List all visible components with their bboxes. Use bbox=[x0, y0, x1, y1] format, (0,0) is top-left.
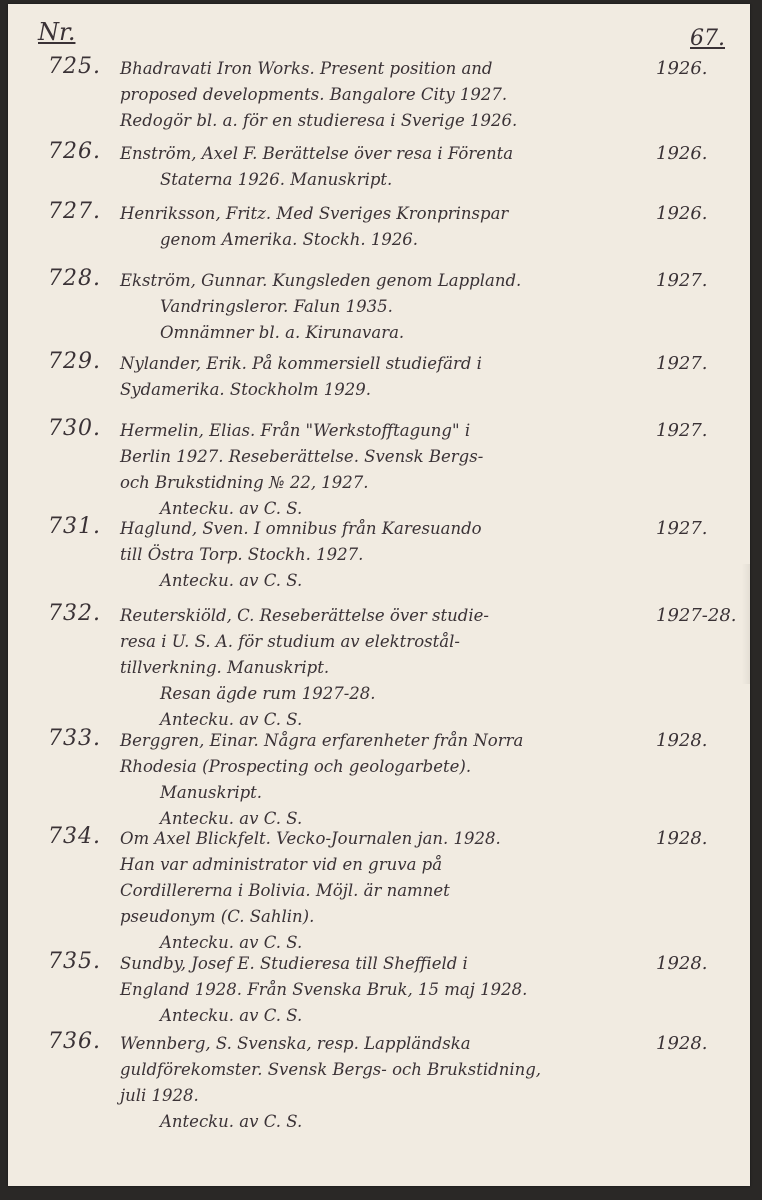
entry-line: Antecku. av C. S. bbox=[160, 933, 303, 952]
entry-year: 1926. bbox=[656, 58, 708, 79]
entry-line: Bhadravati Iron Works. Present position and bbox=[120, 59, 493, 78]
entry-line: Haglund, Sven. I omnibus från Karesuando bbox=[120, 519, 482, 538]
entry-line: Ekström, Gunnar. Kungsleden genom Lappland. bbox=[120, 271, 522, 290]
entry-year: 1928. bbox=[656, 828, 708, 849]
entry-text bbox=[120, 1031, 640, 1135]
entry-number: 727. bbox=[48, 199, 101, 224]
entry-year: 1926. bbox=[656, 203, 708, 224]
entry-line: Staterna 1926. Manuskript. bbox=[160, 170, 393, 189]
entry-line: Reuterskiöld, C. Reseberättelse över studie- bbox=[120, 606, 489, 625]
entry-year: 1928. bbox=[656, 1033, 708, 1054]
column-header-nr: Nr. bbox=[38, 18, 76, 46]
entry-year: 1927. bbox=[656, 270, 708, 291]
entry-number: 733. bbox=[48, 726, 101, 751]
entry-text bbox=[120, 603, 640, 733]
entry-number: 725. bbox=[48, 54, 101, 79]
entry-line: Resan ägde rum 1927-28. bbox=[160, 684, 376, 703]
entry-line: Antecku. av C. S. bbox=[160, 710, 303, 729]
entry-line: England 1928. Från Svenska Bruk, 15 maj 1928. bbox=[120, 980, 528, 999]
entry-line: Vandringsleror. Falun 1935. bbox=[160, 297, 393, 316]
entry-year: 1926. bbox=[656, 143, 708, 164]
entry-year: 1927-28. bbox=[656, 605, 737, 626]
entry-text bbox=[120, 951, 640, 1029]
entry-line: Rhodesia (Prospecting och geologarbete). bbox=[120, 757, 472, 776]
entry-text bbox=[120, 351, 640, 403]
entry-year: 1927. bbox=[656, 420, 708, 441]
entry-line: Omnämner bl. a. Kirunavara. bbox=[160, 323, 405, 342]
entry-text bbox=[120, 728, 640, 832]
entry-line: Wennberg, S. Svenska, resp. Lappländska bbox=[120, 1034, 471, 1053]
entry-text bbox=[120, 268, 640, 346]
entry-line: Sydamerika. Stockholm 1929. bbox=[120, 380, 371, 399]
entry-line: pseudonym (C. Sahlin). bbox=[120, 907, 315, 926]
page-number: 67. bbox=[690, 26, 725, 51]
entry-number: 728. bbox=[48, 266, 101, 291]
entry-line: Antecku. av C. S. bbox=[160, 499, 303, 518]
entry-line: tillverkning. Manuskript. bbox=[120, 658, 330, 677]
entry-line: Nylander, Erik. På kommersiell studiefärd i bbox=[120, 354, 482, 373]
entry-line: Redogör bl. a. för en studieresa i Sverige 1926. bbox=[120, 111, 518, 130]
entry-number: 735. bbox=[48, 949, 101, 974]
entry-number: 729. bbox=[48, 349, 101, 374]
entry-text bbox=[120, 56, 640, 134]
entry-line: Sundby, Josef E. Studieresa till Sheffield i bbox=[120, 954, 468, 973]
entry-number: 736. bbox=[48, 1029, 101, 1054]
entry-line: Antecku. av C. S. bbox=[160, 571, 303, 590]
entry-text bbox=[120, 826, 640, 956]
entry-line: Antecku. av C. S. bbox=[160, 1112, 303, 1131]
entry-line: genom Amerika. Stockh. 1926. bbox=[160, 230, 419, 249]
entry-line: Han var administrator vid en gruva på bbox=[120, 855, 443, 874]
entry-text bbox=[120, 141, 640, 193]
entry-line: Berlin 1927. Reseberättelse. Svensk Bergs- bbox=[120, 447, 484, 466]
entry-year: 1928. bbox=[656, 953, 708, 974]
entry-number: 734. bbox=[48, 824, 101, 849]
entry-number: 732. bbox=[48, 601, 101, 626]
entry-line: Hermelin, Elias. Från "Werkstofftagung" i bbox=[120, 421, 471, 440]
entry-line: Berggren, Einar. Några erfarenheter från Norra bbox=[120, 731, 524, 750]
entry-line: juli 1928. bbox=[120, 1086, 199, 1105]
entry-line: och Brukstidning № 22, 1927. bbox=[120, 473, 369, 492]
entry-text bbox=[120, 418, 640, 522]
entry-text bbox=[120, 516, 640, 594]
entry-text bbox=[120, 201, 640, 253]
entry-year: 1927. bbox=[656, 518, 708, 539]
entry-line: Henriksson, Fritz. Med Sveriges Kronprinspar bbox=[120, 204, 509, 223]
entry-number: 726. bbox=[48, 139, 101, 164]
entry-line: resa i U. S. A. för studium av elektrostål- bbox=[120, 632, 460, 651]
entry-line: guldförekomster. Svensk Bergs- och Brukstidning, bbox=[120, 1060, 542, 1079]
entry-line: till Östra Torp. Stockh. 1927. bbox=[120, 545, 364, 564]
entry-line: Enström, Axel F. Berättelse över resa i Förenta bbox=[120, 144, 514, 163]
entry-line: Antecku. av C. S. bbox=[160, 809, 303, 828]
document-page bbox=[8, 4, 750, 1186]
entry-year: 1927. bbox=[656, 353, 708, 374]
paper-fold bbox=[742, 564, 750, 684]
entry-line: Cordillererna i Bolivia. Möjl. är namnet bbox=[120, 881, 450, 900]
entry-line: proposed developments. Bangalore City 1927. bbox=[120, 85, 508, 104]
entry-number: 731. bbox=[48, 514, 101, 539]
entry-line: Manuskript. bbox=[160, 783, 263, 802]
entry-line: Om Axel Blickfelt. Vecko-Journalen jan. 1928. bbox=[120, 829, 501, 848]
entry-line: Antecku. av C. S. bbox=[160, 1006, 303, 1025]
entry-year: 1928. bbox=[656, 730, 708, 751]
entry-number: 730. bbox=[48, 416, 101, 441]
